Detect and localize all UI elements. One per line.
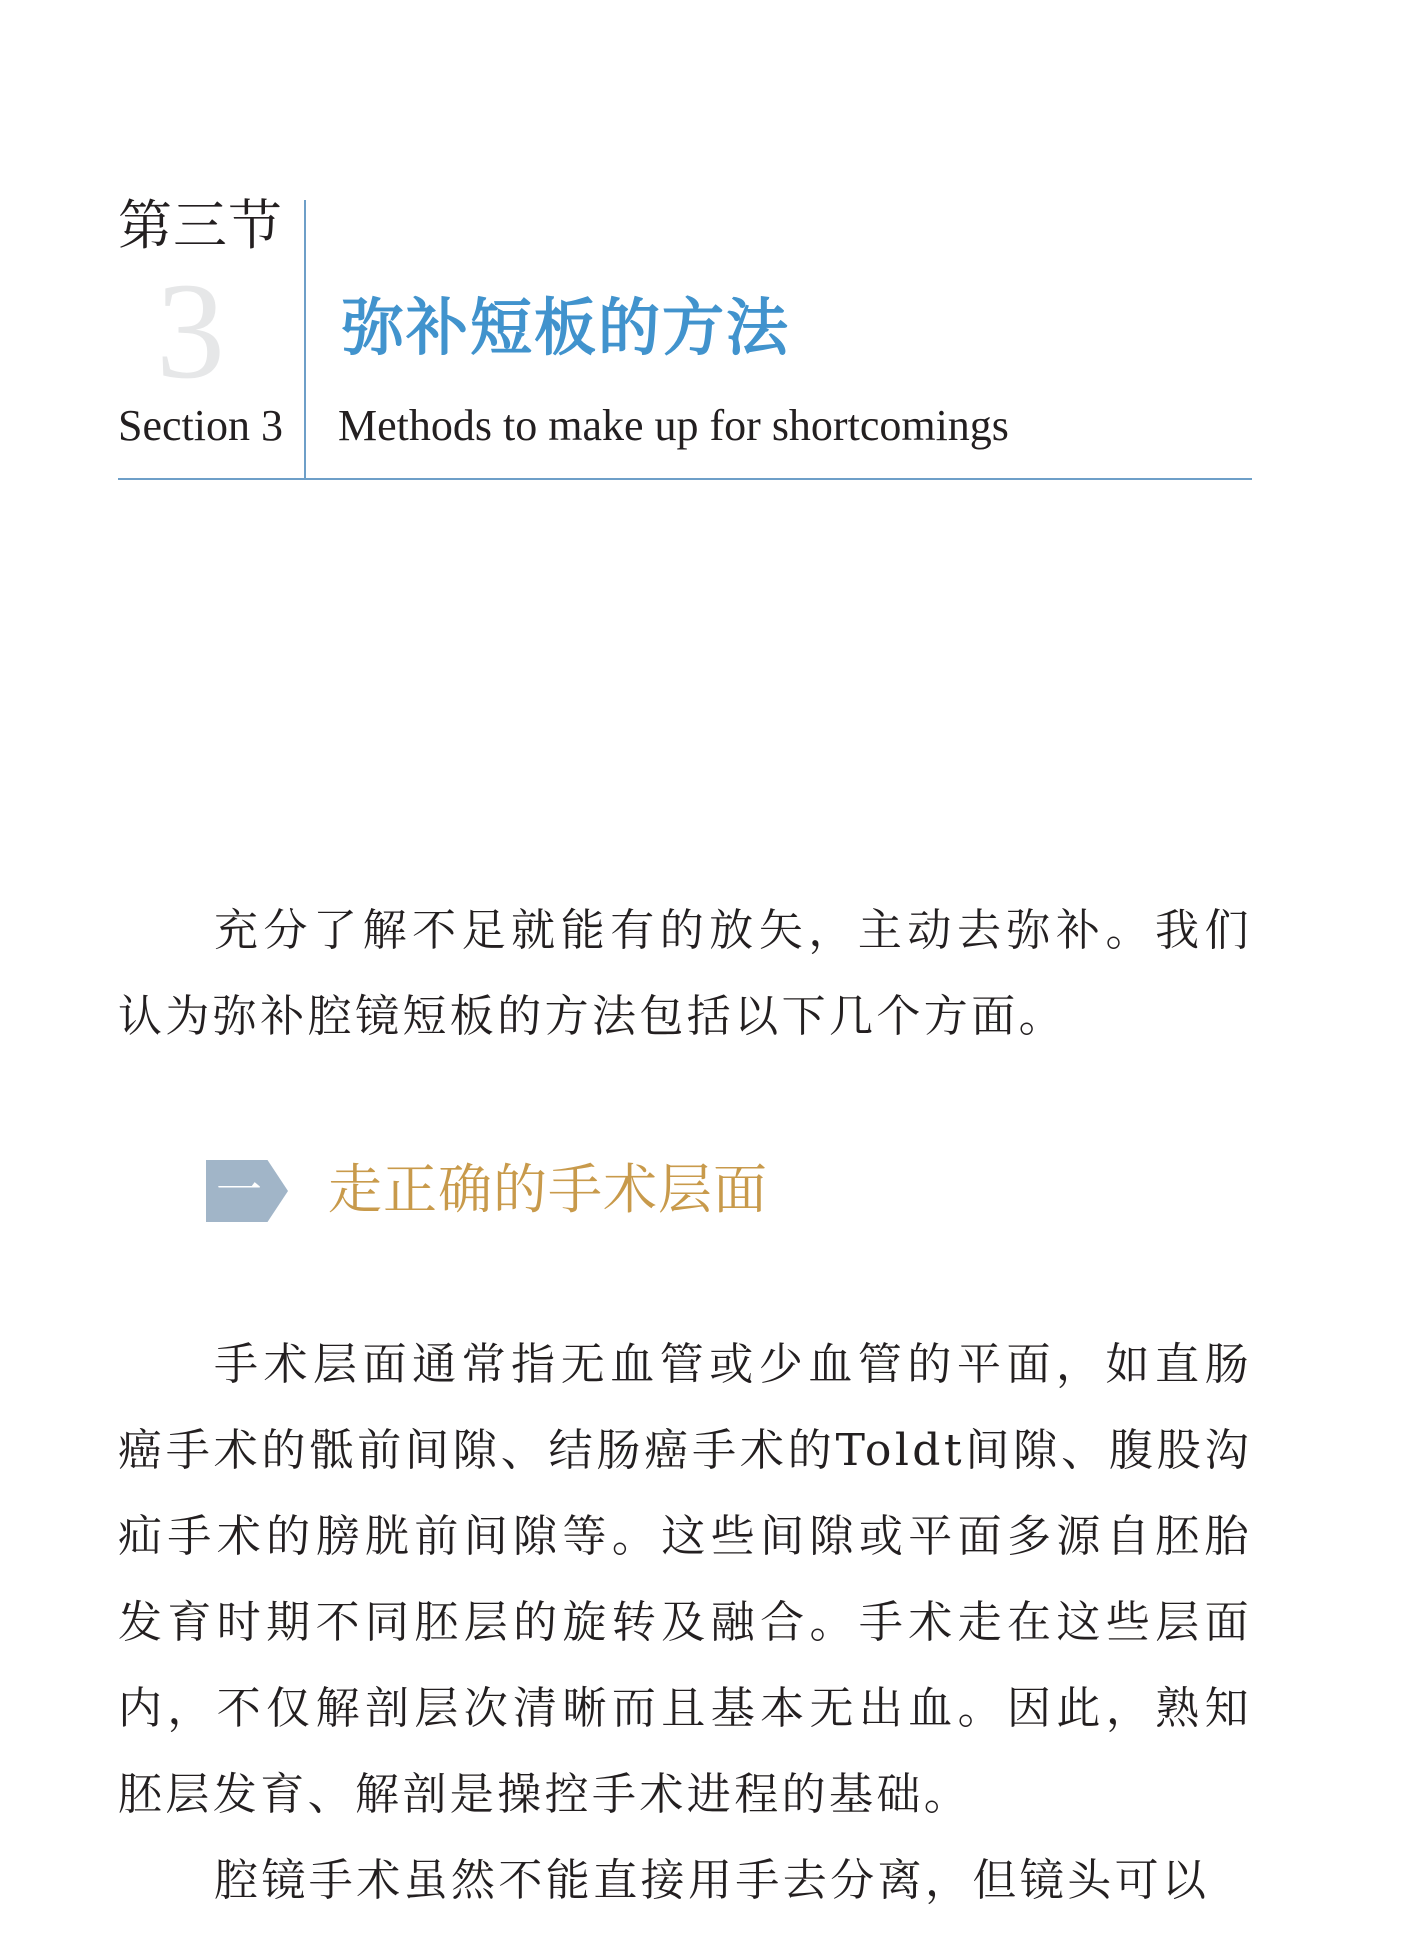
section-label-en: Section 3 [118,401,283,450]
subheading-number: 一 [216,1163,262,1217]
section-number: 3 [156,254,225,407]
header-horizontal-rule [118,478,1252,480]
section-header [0,0,1420,490]
body-paragraph-continued: 腔镜手术虽然不能直接用手去分离，但镜头可以 [214,1855,1210,1906]
subheading-text: 走正确的手术层面 [328,1158,768,1221]
header-vertical-rule [304,200,306,478]
body-paragraph: 手术层面通常指无血管或少血管的平面，如直肠癌手术的骶前间隙、结肠癌手术的Toldt间隙、腹股沟疝手术的膀胱前间隙等。这些间隙或平面多源自胚胎发育时期不同胚层的旋转及融合。手术走在这些层面内，不仅解剖层次清晰而且基本无出血。因此，熟知胚层发育、解剖是操控手术进程的基础。 [118,1339,1252,1820]
section-label-zh: 第三节 [118,194,283,257]
section-title-zh: 弥补短板的方法 [342,291,791,364]
intro-paragraph: 充分了解不足就能有的放矢，主动去弥补。我们认为弥补腔镜短板的方法包括以下几个方面。 [118,905,1252,1042]
section-title-en: Methods to make up for shortcomings [338,401,1009,450]
